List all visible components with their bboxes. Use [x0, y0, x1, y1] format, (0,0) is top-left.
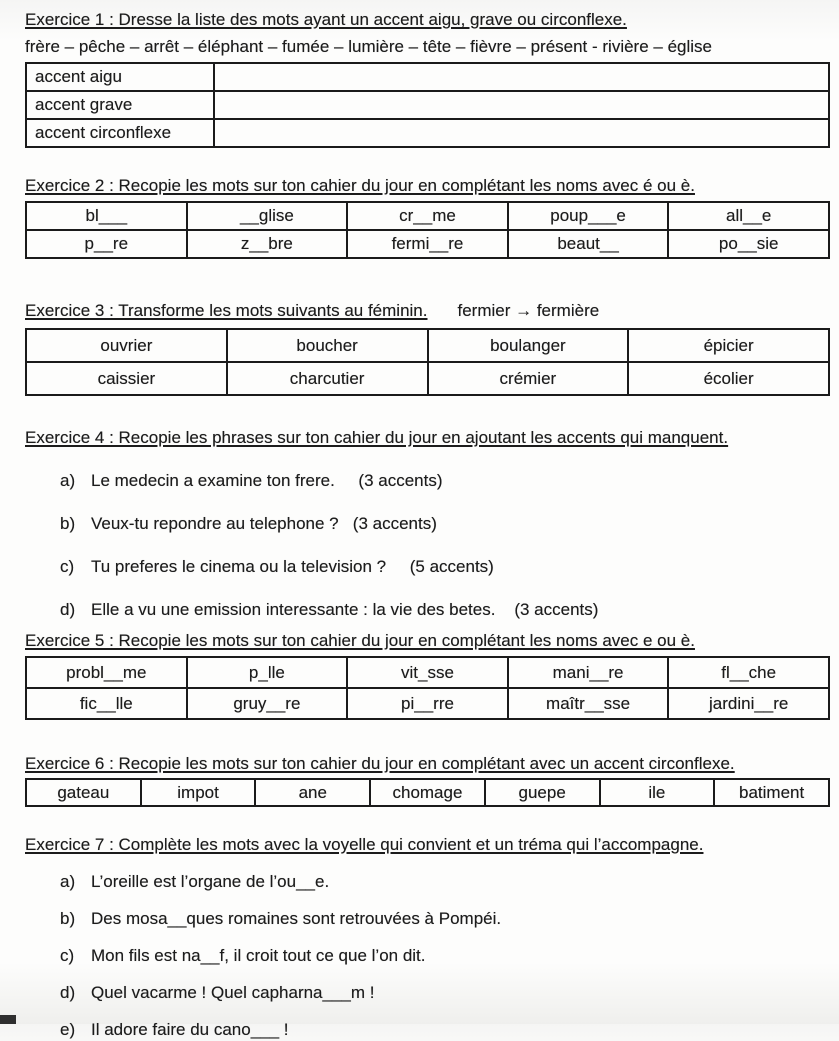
item-text: Tu preferes le cinema ou la television ? (5 accents)	[91, 557, 494, 576]
word-cell: po__sie	[668, 230, 829, 258]
exercise-7-title: Exercice 7 : Complète les mots avec la voyelle qui convient et un tréma qui l’accompagne.	[25, 835, 704, 854]
list-item	[25, 945, 830, 967]
word-cell: caissier	[26, 362, 227, 395]
word-cell: crémier	[428, 362, 629, 395]
list-item	[25, 908, 830, 930]
item-text: Veux-tu repondre au telephone ? (3 accents)	[91, 514, 437, 533]
item-marker: d)	[60, 600, 76, 619]
exercise-1-title: Exercice 1 : Dresse la liste des mots ayant un accent aigu, grave ou circonflexe.	[25, 10, 627, 29]
exercise-6-table	[25, 778, 830, 807]
item-marker: b)	[60, 909, 76, 928]
word-cell: gateau	[26, 779, 141, 806]
answer-cell	[214, 63, 829, 91]
exercise-5-table	[25, 656, 830, 720]
word-cell: pi__rre	[347, 688, 508, 719]
table-row	[26, 63, 829, 91]
exercise-4	[25, 427, 830, 621]
exercise-3-header	[25, 300, 830, 322]
word-cell: fl__che	[668, 657, 829, 688]
item-text: Elle a vu une emission interessante : la vie des betes. (3 accents)	[91, 600, 599, 619]
list-item	[25, 982, 830, 1004]
item-marker: e)	[60, 1020, 76, 1039]
item-text: Mon fils est na__f, il croit tout ce que l’on dit.	[91, 946, 426, 965]
item-text: L’oreille est l’organe de l’ou__e.	[91, 872, 330, 891]
item-text: Quel vacarme ! Quel capharna___m !	[91, 983, 375, 1002]
exercise-6	[25, 753, 830, 807]
table-row	[26, 91, 829, 119]
item-marker: a)	[60, 471, 76, 490]
word-cell: maîtr__sse	[508, 688, 669, 719]
item-text: Des mosa__ques romaines sont retrouvées à Pompéi.	[91, 909, 502, 928]
word-cell: p__re	[26, 230, 187, 258]
table-row	[26, 230, 829, 258]
word-cell: épicier	[628, 329, 829, 362]
answer-cell	[214, 91, 829, 119]
table-row	[26, 657, 829, 688]
word-cell: probl__me	[26, 657, 187, 688]
exercise-5-title: Exercice 5 : Recopie les mots sur ton cahier du jour en complétant les noms avec e ou è.	[25, 631, 695, 650]
exercise-1-word-list: frère – pêche – arrêt – éléphant – fumée – lumière – tête – fièvre – présent - rivière – église	[25, 37, 712, 56]
item-marker: d)	[60, 983, 76, 1002]
exercise-2-table	[25, 201, 830, 259]
word-cell: fermi__re	[347, 230, 508, 258]
accent-circonflexe-label-cell: accent circonflexe	[26, 119, 214, 147]
item-text: Il adore faire du cano___ !	[91, 1020, 289, 1039]
word-cell: guepe	[485, 779, 600, 806]
word-cell: mani__re	[508, 657, 669, 688]
scan-artifact	[0, 1015, 16, 1024]
word-cell: boulanger	[428, 329, 629, 362]
exercise-4-title: Exercice 4 : Recopie les phrases sur ton cahier du jour en ajoutant les accents qui manquent.	[25, 428, 729, 447]
word-cell: poup___e	[508, 202, 669, 230]
table-row	[26, 779, 829, 806]
word-cell: all__e	[668, 202, 829, 230]
word-cell: ane	[255, 779, 370, 806]
exercise-3	[25, 300, 830, 396]
word-cell: cr__me	[347, 202, 508, 230]
table-row	[26, 362, 829, 395]
list-item	[25, 599, 830, 621]
word-cell: jardini__re	[668, 688, 829, 719]
exercise-5	[25, 630, 830, 720]
item-marker: c)	[60, 557, 75, 576]
exercise-7	[25, 834, 830, 1041]
word-cell: z__bre	[187, 230, 348, 258]
word-cell: ouvrier	[26, 329, 227, 362]
table-row	[26, 202, 829, 230]
table-row	[26, 329, 829, 362]
word-cell: p_lle	[187, 657, 348, 688]
list-item	[25, 871, 830, 893]
word-cell: fic__lle	[26, 688, 187, 719]
exercise-3-title: Exercice 3 : Transforme les mots suivants au féminin.	[25, 301, 428, 320]
word-cell: batiment	[714, 779, 829, 806]
list-item	[25, 1019, 830, 1041]
accent-aigu-label-cell: accent aigu	[26, 63, 214, 91]
exercise-3-example: fermier → fermière	[457, 301, 600, 320]
exercise-1	[25, 9, 830, 148]
word-cell: gruy__re	[187, 688, 348, 719]
word-cell: beaut__	[508, 230, 669, 258]
exercise-3-table	[25, 328, 830, 396]
list-item	[25, 556, 830, 578]
word-cell: bl___	[26, 202, 187, 230]
word-cell: boucher	[227, 329, 428, 362]
exercise-2	[25, 175, 830, 259]
word-cell: ile	[600, 779, 715, 806]
item-marker: a)	[60, 872, 76, 891]
exercise-1-table	[25, 62, 830, 148]
list-item	[25, 470, 830, 492]
table-row	[26, 119, 829, 147]
item-marker: c)	[60, 946, 75, 965]
exercise-2-title: Exercice 2 : Recopie les mots sur ton cahier du jour en complétant les noms avec é ou è.	[25, 176, 695, 195]
item-marker: b)	[60, 514, 76, 533]
word-cell: __glise	[187, 202, 348, 230]
word-cell: écolier	[628, 362, 829, 395]
item-text: Le medecin a examine ton frere. (3 accents)	[91, 471, 443, 490]
word-cell: impot	[141, 779, 256, 806]
word-cell: chomage	[370, 779, 485, 806]
table-row	[26, 688, 829, 719]
word-cell: charcutier	[227, 362, 428, 395]
word-cell: vit_sse	[347, 657, 508, 688]
answer-cell	[214, 119, 829, 147]
list-item	[25, 513, 830, 535]
accent-grave-label-cell: accent grave	[26, 91, 214, 119]
exercise-6-title: Exercice 6 : Recopie les mots sur ton cahier du jour en complétant avec un accent circonflexe.	[25, 754, 735, 773]
